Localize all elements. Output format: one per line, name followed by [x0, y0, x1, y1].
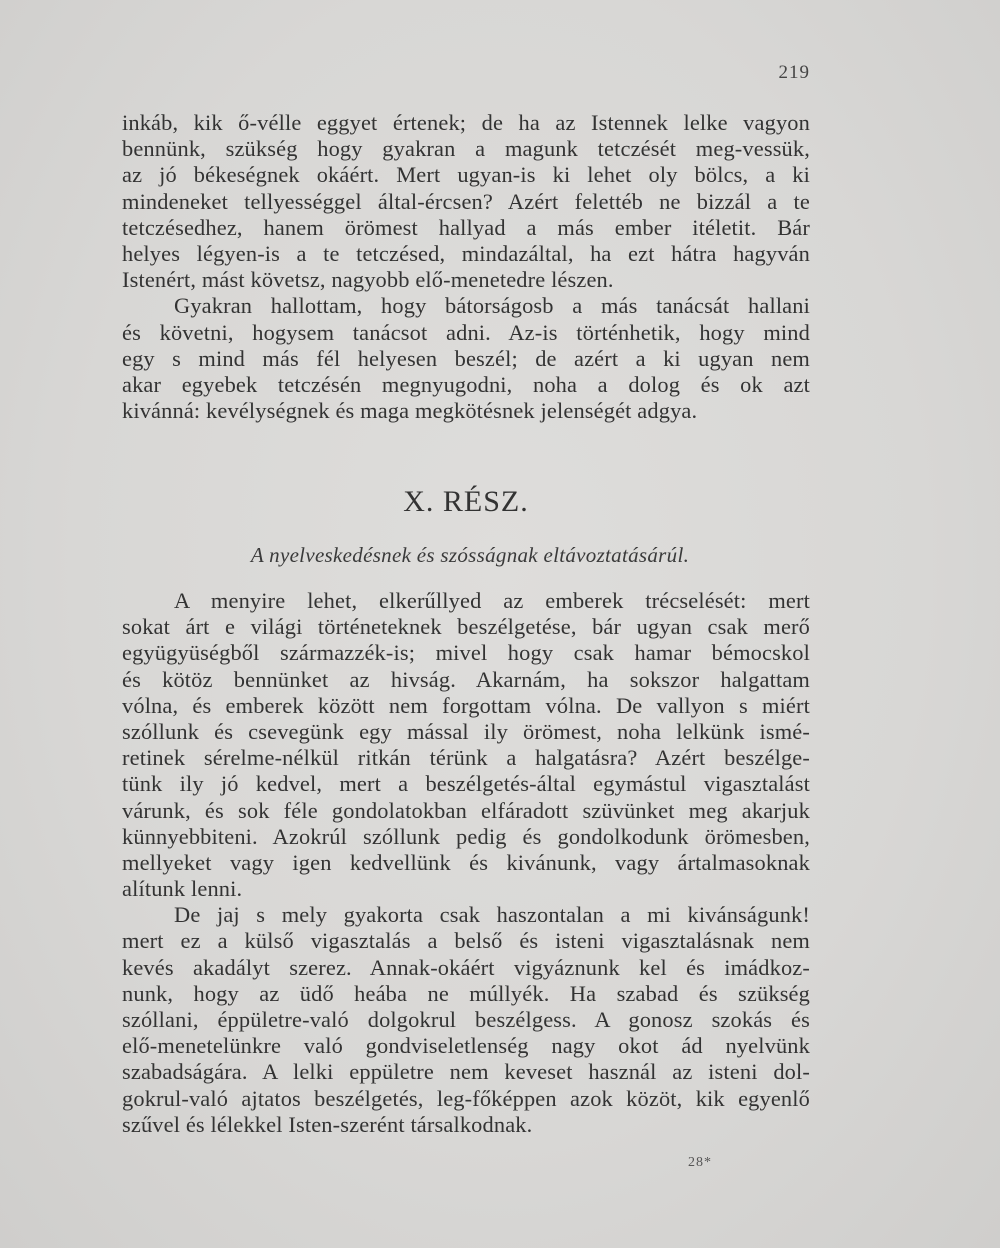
text-line: helyes légyen-is a te tetczésed, mindazáltal, ha ezt hátra hagyván [122, 240, 810, 266]
text-line: együgyüségből származzék-is; mivel hogy csak hamar bémocskol [122, 640, 810, 666]
text-line: szűvel és lélekkel Isten-szerént társalkodnak. [122, 1111, 533, 1137]
text-line: vólna, és emberek között nem forgottam vólna. De vallyon s miért [122, 692, 810, 718]
text-line: mert ez a külső vigasztalás a belső és isteni vigasztalásnak nem [122, 928, 810, 954]
text-line: tetczésedhez, hanem örömest hallyad a más ember itéletit. Bár [122, 214, 810, 240]
text-line: egy s mind más fél helyesen beszél; de azért a ki ugyan nem [122, 345, 810, 371]
text-line: elő-menetelünkre való gondviseletlenség nagy okot ád nyelvünk [122, 1033, 810, 1059]
text-line: akar egyebek tetczésén megnyugodni, noha a dolog és ok azt [122, 371, 810, 397]
text-line: szóllani, éppületre-való dolgokrul beszélgess. A gonosz szokás és [122, 1007, 810, 1032]
text-line: sokat árt e világi történeteknek beszélgetése, bár ugyan csak merő [122, 614, 810, 640]
text-line: szabadságára. A lelki eppületre nem keveset használ az isteni dol- [122, 1059, 810, 1085]
text-line: inkáb, kik ő-vélle eggyet értenek; de ha az Istennek lelke vagyon [122, 110, 810, 135]
text-line: az jó békeségnek okáért. Mert ugyan-is ki lehet oly bölcs, a ki [122, 162, 810, 188]
text-line: nunk, hogy az üdő heába ne múllyék. Ha szabad és szükség [122, 980, 810, 1006]
text-line: kevés akadályt szerez. Annak-okáért vigyáznunk kel és imádkoz- [122, 954, 810, 980]
chapter-title: X. RÉSZ. [403, 485, 529, 518]
signature-mark: 28* [688, 1155, 712, 1170]
text-line: retinek sérelme-nélkül ritkán térünk a halgatásra? Azért beszélge- [122, 745, 810, 771]
text-line: tünk ily jó kedvel, mert a beszélgetés-által egymástul vigasztalást [122, 771, 810, 797]
text-line: gokrul-való ajtatos beszélgetés, leg-főképpen azok közöt, kik egyenlő [122, 1085, 810, 1111]
text-line: mindeneket tellyességgel által-ércsen? Azért felettéb ne bizzál a te [122, 188, 810, 214]
text-line: A menyire lehet, elkerűllyed az emberek trécselését: mert [174, 588, 810, 613]
text-line: Istenért, mást követsz, nagyobb elő-menetedre lészen. [122, 267, 614, 293]
text-line: bennünk, szükség hogy gyakran a magunk tetczését meg-vessük, [122, 136, 810, 162]
text-line: alítunk lenni. [122, 876, 243, 902]
text-line: De jaj s mely gyakorta csak haszontalan a mi kivánságunk! [174, 902, 810, 928]
text-line: Gyakran hallottam, hogy bátorságosb a más tanácsát hallani [174, 293, 810, 319]
page-number: 219 [778, 62, 810, 83]
text-line: künnyebbiteni. Azokrúl szóllunk pedig és gondolkodunk örömesben, [122, 823, 810, 849]
text-line: szóllunk és csevegünk egy mással ily örömest, noha lelkünk ismé- [122, 718, 810, 744]
body-text-bottom [122, 588, 810, 1138]
text-line: mellyeket vagy igen kedvellünk és kivánunk, vagy ártalmasoknak [122, 849, 810, 875]
chapter-subtitle: A nyelveskedésnek és szósságnak eltávoztatásárúl. [250, 543, 690, 567]
text-line: várunk, és sok féle gondolatokban elfáradott szüvünket meg akarjuk [122, 797, 810, 823]
text-line: és kötöz bennünket az hivság. Akarnám, ha sokszor halgattam [122, 666, 810, 692]
text-line: kivánná: kevélységnek és maga megkötésnek jelenségét adgya. [122, 398, 698, 424]
text-line: és követni, hogysem tanácsot adni. Az-is történhetik, hogy mind [122, 319, 810, 345]
body-text-top [122, 110, 810, 424]
